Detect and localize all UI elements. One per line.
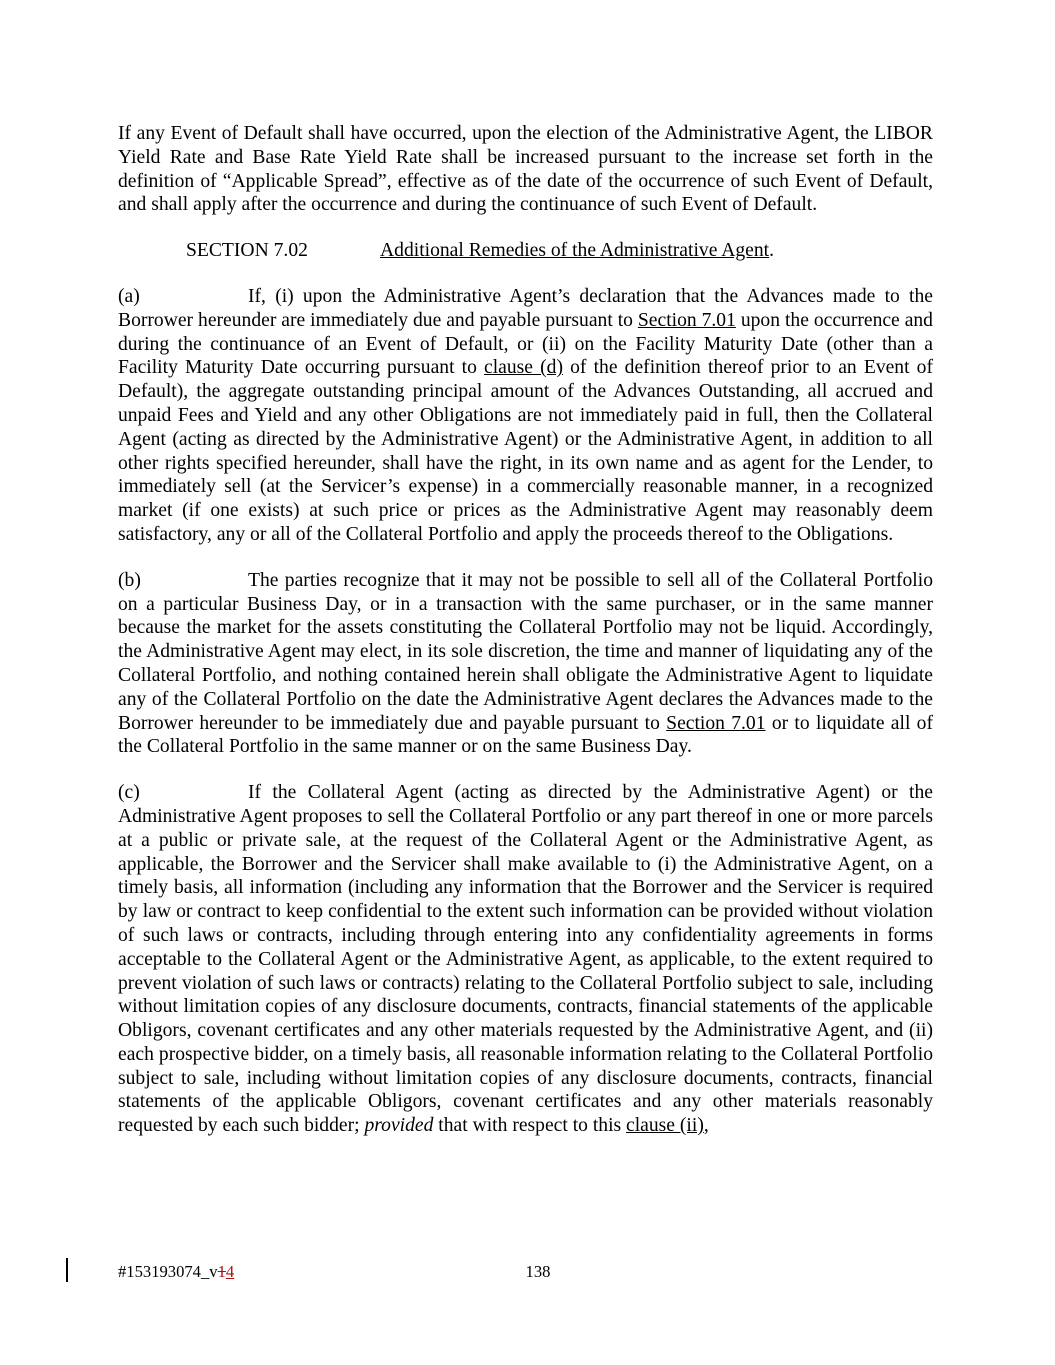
footer-doc-id-deleted: 1 <box>217 1262 226 1281</box>
clause-a-ref-clause-d: clause (d) <box>484 357 563 379</box>
clause-c-italic-provided: provided <box>364 1115 434 1137</box>
section-title: Additional Remedies of the Administrative Agent <box>380 240 770 262</box>
clause-b-ref-section-701: Section 7.01 <box>666 712 766 734</box>
footer-doc-id-inserted: 4 <box>225 1262 235 1281</box>
clause-b-label: (b) <box>118 569 141 591</box>
section-number: SECTION 7.02 <box>186 240 308 262</box>
section-period: . <box>769 240 774 262</box>
clause-a-text-2: upon the occurrence and during the continuance of an Event of Default, or (ii) on the Facility Maturity Date (other than a Facility Maturity Date occurring pursuant to <box>118 309 933 379</box>
clause-c-ref-clause-ii: clause (ii) <box>626 1115 704 1137</box>
clause-a-text-1: If, (i) upon the Administrative Agent’s declaration that the Advances made to the Borrower hereunder are immediately due and payable pursuant to <box>118 285 933 331</box>
section-heading <box>118 239 933 263</box>
revision-change-bar <box>66 1258 68 1282</box>
clause-c-text-3: , <box>703 1115 709 1137</box>
clause-c <box>118 781 933 1138</box>
clause-c-text-2: that with respect to this <box>433 1115 627 1137</box>
clause-a <box>118 285 933 547</box>
paragraph-intro: If any Event of Default shall have occurred, upon the election of the Administrative Agent, the LIBOR Yield Rate and Base Rate Yield Rate shall be increased pursuant to the increase set forth in the definition of “Applicable Spread”, effective as of the date of the occurrence of such Event of Default, and shall apply after the occurrence and during the continuance of such Event of Default. <box>118 123 933 216</box>
footer-page-number: 138 <box>525 1262 551 1281</box>
clause-c-text-1: If the Collateral Agent (acting as directed by the Administrative Agent) or the Administrative Agent proposes to sell the Collateral Portfolio or any part thereof in one or more parcels at a public or private sale, at the request of the Collateral Agent or the Administrative Agent, as applicable, the Borrower and the Servicer shall make available to (i) the Administrative Agent, on a timely basis, all information (including any information that the Borrower and the Servicer is required by law or contract to keep confidential to the extent such information can be provided without violation of such laws or contracts, including through entering into any confidentiality agreements in forms acceptable to the Collateral Agent or the Administrative Agent, as applicable, to the extent required to prevent violation of such laws or contracts) relating to the Collateral Portfolio subject to sale, including without limitation copies of any disclosure documents, contracts, financial statements of the applicable Obligors, covenant certificates and any other materials requested by the Administrative Agent, and (ii) each prospective bidder, on a timely basis, all reasonable information relating to the Collateral Portfolio subject to sale, including without limitation copies of any disclosure documents, contracts, financial statements of the applicable Obligors, covenant certificates and any other materials reasonably requested by each such bidder; <box>118 782 933 1137</box>
clause-a-text-3: of the definition thereof prior to an Event of Default), the aggregate outstanding principal amount of the Advances Outstanding, all accrued and unpaid Fees and Yield and any other Obligations are not immediately paid in full, then the Collateral Agent (acting as directed by the Administrative Agent) or the Administrative Agent, in addition to all other rights specified hereunder, shall have the right, in its own name and as agent for the Lender, to immediately sell (at the Servicer’s expense) in a commercially reasonable manner, in a recognized market (if one exists) at such price or prices as the Administrative Agent may reasonably deem satisfactory, any or all of the Collateral Portfolio and apply the proceeds thereof to the Obligations. <box>118 357 934 545</box>
clause-a-ref-section-701: Section 7.01 <box>637 309 736 331</box>
clause-b <box>118 569 933 759</box>
clause-b-text-2: or to liquidate all of the Collateral Portfolio in the same manner or on the same Business Day. <box>118 712 933 758</box>
clause-c-label: (c) <box>118 782 140 804</box>
clause-b-text-1: The parties recognize that it may not be possible to sell all of the Collateral Portfolio on a particular Business Day, or in a transaction with the same purchaser, or in the same manner because the market for the assets constituting the Collateral Portfolio may not be liquid. Accordingly, the Administrative Agent may elect, in its sole discretion, the time and manner of liquidating any of the Collateral Portfolio, and nothing contained herein shall obligate the Administrative Agent to liquidate any of the Collateral Portfolio on the date the Administrative Agent declares the Advances made to the Borrower hereunder to be immediately due and payable pursuant to <box>118 569 933 734</box>
footer-doc-id-base: #153193074_v <box>118 1262 218 1281</box>
clause-a-label: (a) <box>118 285 140 307</box>
footer-document-id <box>118 1262 234 1282</box>
page-body <box>118 122 933 1160</box>
